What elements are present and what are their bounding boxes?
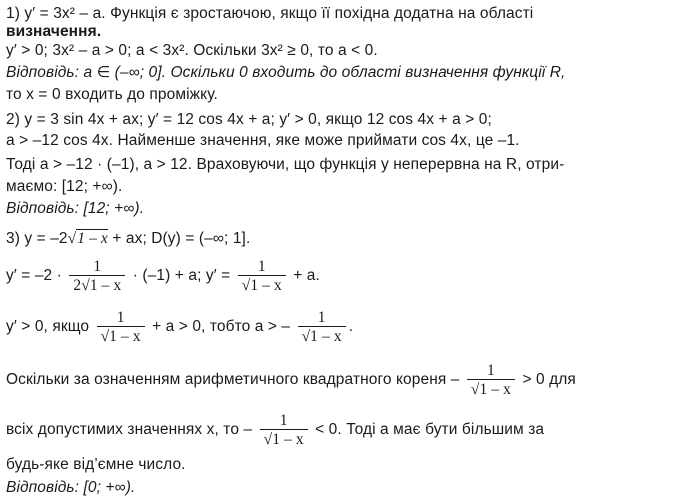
line-13 bbox=[6, 309, 353, 345]
fraction-3-den: √1 – x bbox=[97, 326, 145, 345]
line-13-end: . bbox=[348, 318, 354, 336]
fraction-5-den: √1 – x bbox=[467, 379, 515, 398]
answer-3: Відповідь: [0; +∞). bbox=[6, 479, 136, 496]
line-11-end: + ax; D(y) = (–∞; 1]. bbox=[107, 230, 251, 247]
line-2: визначення. bbox=[6, 23, 102, 40]
line-8: Тоді a > –12 · (–1), a > 12. Враховуючи, що функція y неперервна на R, отри- bbox=[6, 156, 565, 173]
line-14-end: > 0 для bbox=[522, 371, 576, 389]
fraction-6-num: 1 bbox=[279, 412, 288, 429]
line-5: то x = 0 входить до проміжку. bbox=[6, 86, 218, 103]
fraction-3-num: 1 bbox=[116, 309, 125, 326]
fraction-2-num: 1 bbox=[257, 258, 266, 275]
fraction-5 bbox=[467, 362, 515, 398]
fraction-4-den: √1 – x bbox=[298, 326, 346, 345]
line-11 bbox=[6, 229, 250, 249]
line-16: будь-яке від’ємне число. bbox=[6, 456, 186, 473]
line-15-end: < 0. Тоді a має бути більшим за bbox=[315, 421, 545, 439]
answer-1: Відповідь: a ∈ (–∞; 0]. Оскільки 0 входить до області визначення функції R, bbox=[6, 64, 566, 81]
line-13-start: y′ > 0, якщо bbox=[6, 318, 90, 336]
fraction-4 bbox=[298, 309, 346, 345]
fraction-5-num: 1 bbox=[487, 362, 495, 379]
fraction-2-den: √1 – x bbox=[238, 275, 286, 294]
line-15 bbox=[6, 412, 544, 448]
line-12-mid: · (–1) + a; y′ = bbox=[132, 267, 231, 285]
sqrt-sign: √ bbox=[67, 230, 77, 247]
line-11-start: 3) y = –2 bbox=[6, 230, 68, 247]
line-9: маємо: [12; +∞). bbox=[6, 178, 123, 195]
fraction-1-num: 1 bbox=[93, 258, 102, 275]
answer-2: Відповідь: [12; +∞). bbox=[6, 200, 145, 217]
line-15-start: всіх допустимих значеннях x, то – bbox=[6, 421, 253, 439]
fraction-4-num: 1 bbox=[317, 309, 326, 326]
fraction-3 bbox=[97, 309, 145, 345]
sqrt-radicand: 1 – x bbox=[77, 230, 108, 247]
line-6: 2) y = 3 sin 4x + ax; y′ = 12 cos 4x + a; y′ > 0, якщо 12 cos 4x + a > 0; bbox=[6, 111, 492, 128]
line-13-mid: + a > 0, тобто a > – bbox=[152, 318, 291, 336]
fraction-6 bbox=[260, 412, 308, 448]
fraction-6-den: √1 – x bbox=[260, 429, 308, 448]
fraction-1 bbox=[69, 258, 125, 294]
line-3: y′ > 0; 3x² – a > 0; a < 3x². Оскільки 3x² ≥ 0, то a < 0. bbox=[6, 42, 378, 59]
line-12-start: y′ = –2 · bbox=[6, 267, 62, 285]
line-1: 1) y′ = 3x² – a. Функція є зростаючою, якщо її похідна додатна на області bbox=[6, 5, 534, 22]
line-14-start: Оскільки за означенням арифметичного квадратного кореня – bbox=[6, 371, 460, 389]
fraction-2 bbox=[238, 258, 286, 294]
line-12 bbox=[6, 258, 320, 294]
line-14 bbox=[6, 362, 576, 398]
fraction-1-den: 2√1 – x bbox=[69, 275, 125, 294]
line-12-end: + a. bbox=[293, 267, 320, 285]
line-7: a > –12 cos 4x. Найменше значення, яке може приймати cos 4x, це –1. bbox=[6, 132, 520, 149]
